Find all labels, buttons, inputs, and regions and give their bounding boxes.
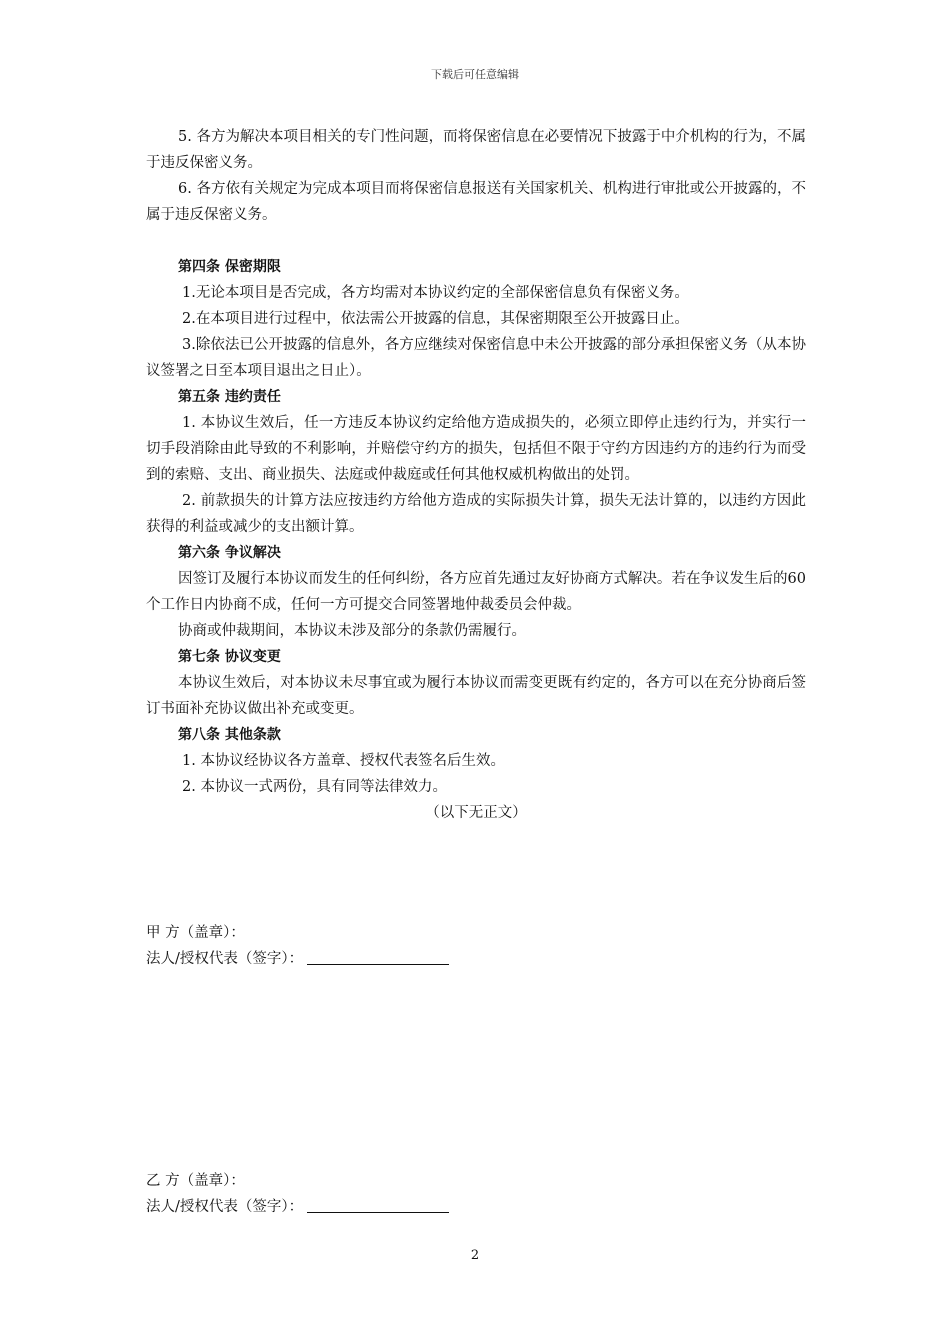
article-4-item-1: 1.无论本项目是否完成，各方均需对本协议约定的全部保密信息负有保密义务。 — [182, 285, 689, 301]
article-7-title: 第七条 协议变更 — [178, 649, 281, 665]
party-a-label: 甲 方（盖章）： — [146, 925, 245, 941]
party-b-block — [146, 1168, 449, 1220]
article-4-title: 第四条 保密期限 — [178, 259, 281, 275]
party-b-signature-line[interactable] — [307, 1196, 449, 1213]
page-header: 下载后可任意编辑 — [431, 68, 519, 81]
article-6-item-1: 因签订及履行本协议而发生的任何纠纷，各方应首先通过友好协商方式解决。若在争议发生后的60个工作日内协商不成，任何一方可提交合同签署地仲裁委员会仲裁。 — [146, 571, 806, 613]
article-5-title: 第五条 违约责任 — [178, 389, 281, 405]
party-a-rep-row — [146, 946, 449, 972]
party-a-signature-line[interactable] — [307, 948, 449, 965]
paragraph-5: 5. 各方为解决本项目相关的专门性问题，而将保密信息在必要情况下披露于中介机构的行为，不属于违反保密义务。 — [146, 129, 806, 171]
party-b-label: 乙 方（盖章）： — [146, 1173, 245, 1189]
article-8-item-1: 1. 本协议经协议各方盖章、授权代表签名后生效。 — [182, 753, 505, 769]
party-a-rep-label: 法人/授权代表（签字）： — [146, 951, 304, 967]
article-4-item-2: 2.在本项目进行过程中，依法需公开披露的信息，其保密期限至公开披露日止。 — [182, 311, 689, 327]
article-8-item-2: 2. 本协议一式两份，具有同等法律效力。 — [182, 779, 447, 795]
paragraph-6: 6. 各方依有关规定为完成本项目而将保密信息报送有关国家机关、机构进行审批或公开披露的，不属于违反保密义务。 — [146, 181, 806, 223]
article-8-title: 第八条 其他条款 — [178, 727, 281, 743]
party-b-rep-label: 法人/授权代表（签字）： — [146, 1199, 304, 1215]
party-b-rep-row — [146, 1194, 449, 1220]
article-4-item-3: 3.除依法已公开披露的信息外，各方应继续对保密信息中未公开披露的部分承担保密义务（从本协议签署之日至本项目退出之日止）。 — [146, 337, 806, 379]
page-number: 2 — [470, 1248, 480, 1263]
article-5-item-2: 2. 前款损失的计算方法应按违约方给他方造成的实际损失计算，损失无法计算的，以违约方因此获得的利益或减少的支出额计算。 — [146, 493, 806, 535]
article-7-item-1: 本协议生效后，对本协议未尽事宜或为履行本协议而需变更既有约定的，各方可以在充分协商后签订书面补充协议做出补充或变更。 — [146, 675, 806, 717]
party-a-block — [146, 920, 449, 972]
document-body — [146, 124, 806, 826]
end-note: （以下无正文） — [425, 805, 527, 821]
spacer — [146, 228, 806, 254]
article-6-title: 第六条 争议解决 — [178, 545, 281, 561]
article-6-item-2: 协商或仲裁期间，本协议未涉及部分的条款仍需履行。 — [178, 623, 526, 639]
article-5-item-1: 1. 本协议生效后，任一方违反本协议约定给他方造成损失的，必须立即停止违约行为，并实行一切手段消除由此导致的不利影响，并赔偿守约方的损失，包括但不限于守约方因违约方的违约行为而受到的索赔、支出、商业损失、法庭或仲裁庭或任何其他权威机构做出的处罚。 — [146, 415, 806, 483]
